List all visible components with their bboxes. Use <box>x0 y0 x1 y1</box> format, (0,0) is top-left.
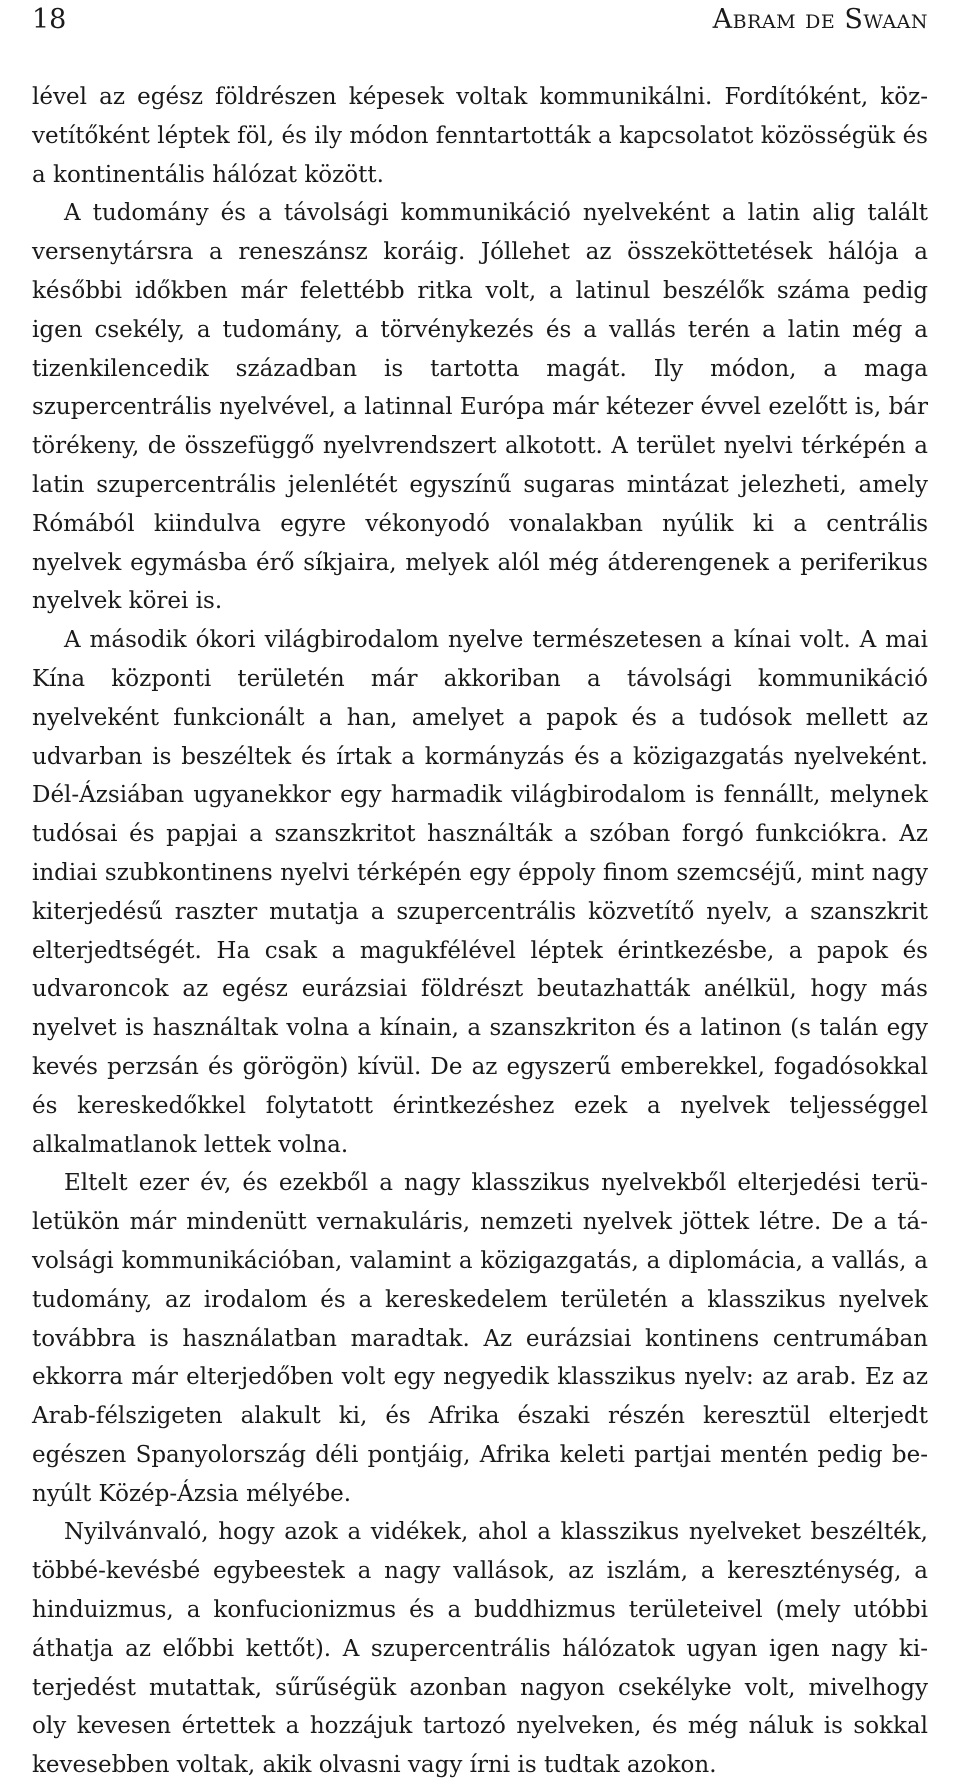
paragraph: Nyilvánvaló, hogy azok a vidékek, ahol a klasszikus nyelveket beszélték, többé-kevésbé egybeestek a nagy vallások, az iszlám, a kereszténység, a hinduizmus, a konfucionizmus és a buddhizmus területeivel (mely utóbbi áthatja az előbbi kettőt). A szupercentrális hálózatok ugyan igen nagy kiterjedést mutattak, sűrűségük azonban nagyon csekélyke volt, mivelhogy oly kevesen értettek a hozzájuk tartozó nyelveken, és még náluk is sokkal kevesebben voltak, akik olvasni vagy írni is tudtak azokon. <box>32 1519 928 1779</box>
page-number: 18 <box>32 4 67 35</box>
page-header <box>32 0 928 40</box>
paragraph: Eltelt ezer év, és ezekből a nagy klasszikus nyelvekből elterjedési területükön már mindenütt vernakuláris, nemzeti nyelvek jöttek létre. De a távolsági kommunikációban, valamint a közigazgatás, a diplomácia, a vallás, a tudomány, az irodalom és a kereskedelem területén a klasszikus nyelvek továbbra is használatban maradtak. Az eurázsiai kontinens centrumában ekkorra már elterjedőben volt egy negyedik klasszikus nyelv: az arab. Ez az Arab-félszigeten alakult ki, és Afrika északi részén keresztül elterjedt egészen Spanyolország déli pontjáig, Afrika keleti partjai mentén pedig benyúlt Közép-Ázsia mélyébe. <box>32 1170 928 1507</box>
running-head: Abram de Swaan <box>712 4 928 35</box>
body-text <box>32 78 928 1785</box>
paragraph: A második ókori világbirodalom nyelve természetesen a kínai volt. A mai Kína központi területén már akkoriban a távolsági kommunikáció nyelveként funkcionált a han, amelyet a papok és a tudósok mellett az udvarban is beszéltek és írtak a kormányzás és a közigazgatás nyelveként. Dél-Ázsiában ugyanekkor egy harmadik világbirodalom is fennállt, melynek tudósai és papjai a szanszkritot használták a szóban forgó funkciókra. Az indiai szubkontinens nyelvi térképén egy éppoly finom szemcséjű, mint nagy kiterjedésű raszter mutatja a szupercentrális közvetítő nyelv, a szanszkrit elterjedtségét. Ha csak a magukfélével léptek érintkezésbe, a papok és udvaroncok az egész eurázsiai földrészt beutazhatták anélkül, hogy más nyelvet is használtak volna a kínain, a szanszkriton és a latinon (s talán egy kevés perzsán és görögön) kívül. De az egyszerű emberekkel, fogadósokkal és kereskedőkkel folytatott érintkezéshez ezek a nyelvek teljességgel alkalmatlanok lettek volna. <box>32 627 928 1158</box>
paragraph: lével az egész földrészen képesek voltak kommunikálni. Fordítóként, közvetítőként léptek föl, és ily módon fenntartották a kapcsolatot közösségük és a kontinentális hálózat között. <box>32 84 928 188</box>
paragraph: A tudomány és a távolsági kommunikáció nyelveként a latin alig talált versenytársra a reneszánsz koráig. Jóllehet az összeköttetések hálója a későbbi időkben már felettébb ritka volt, a latinul beszélők száma pedig igen csekély, a tudomány, a törvénykezés és a vallás terén a latin még a tizenkilencedik században is tartotta magát. Ily módon, a maga szupercentrális nyelvével, a latinnal Európa már kétezer évvel ezelőtt is, bár törékeny, de összefüggő nyelvrendszert alkotott. A terület nyelvi térképén a latin szupercentrális jelenlétét egyszínű sugaras mintázat jelezheti, amely Rómából kiindulva egyre vékonyodó vonalakban nyúlik ki a centrális nyelvek egymásba érő síkjaira, melyek alól még átderengenek a periferikus nyelvek körei is. <box>32 200 928 615</box>
